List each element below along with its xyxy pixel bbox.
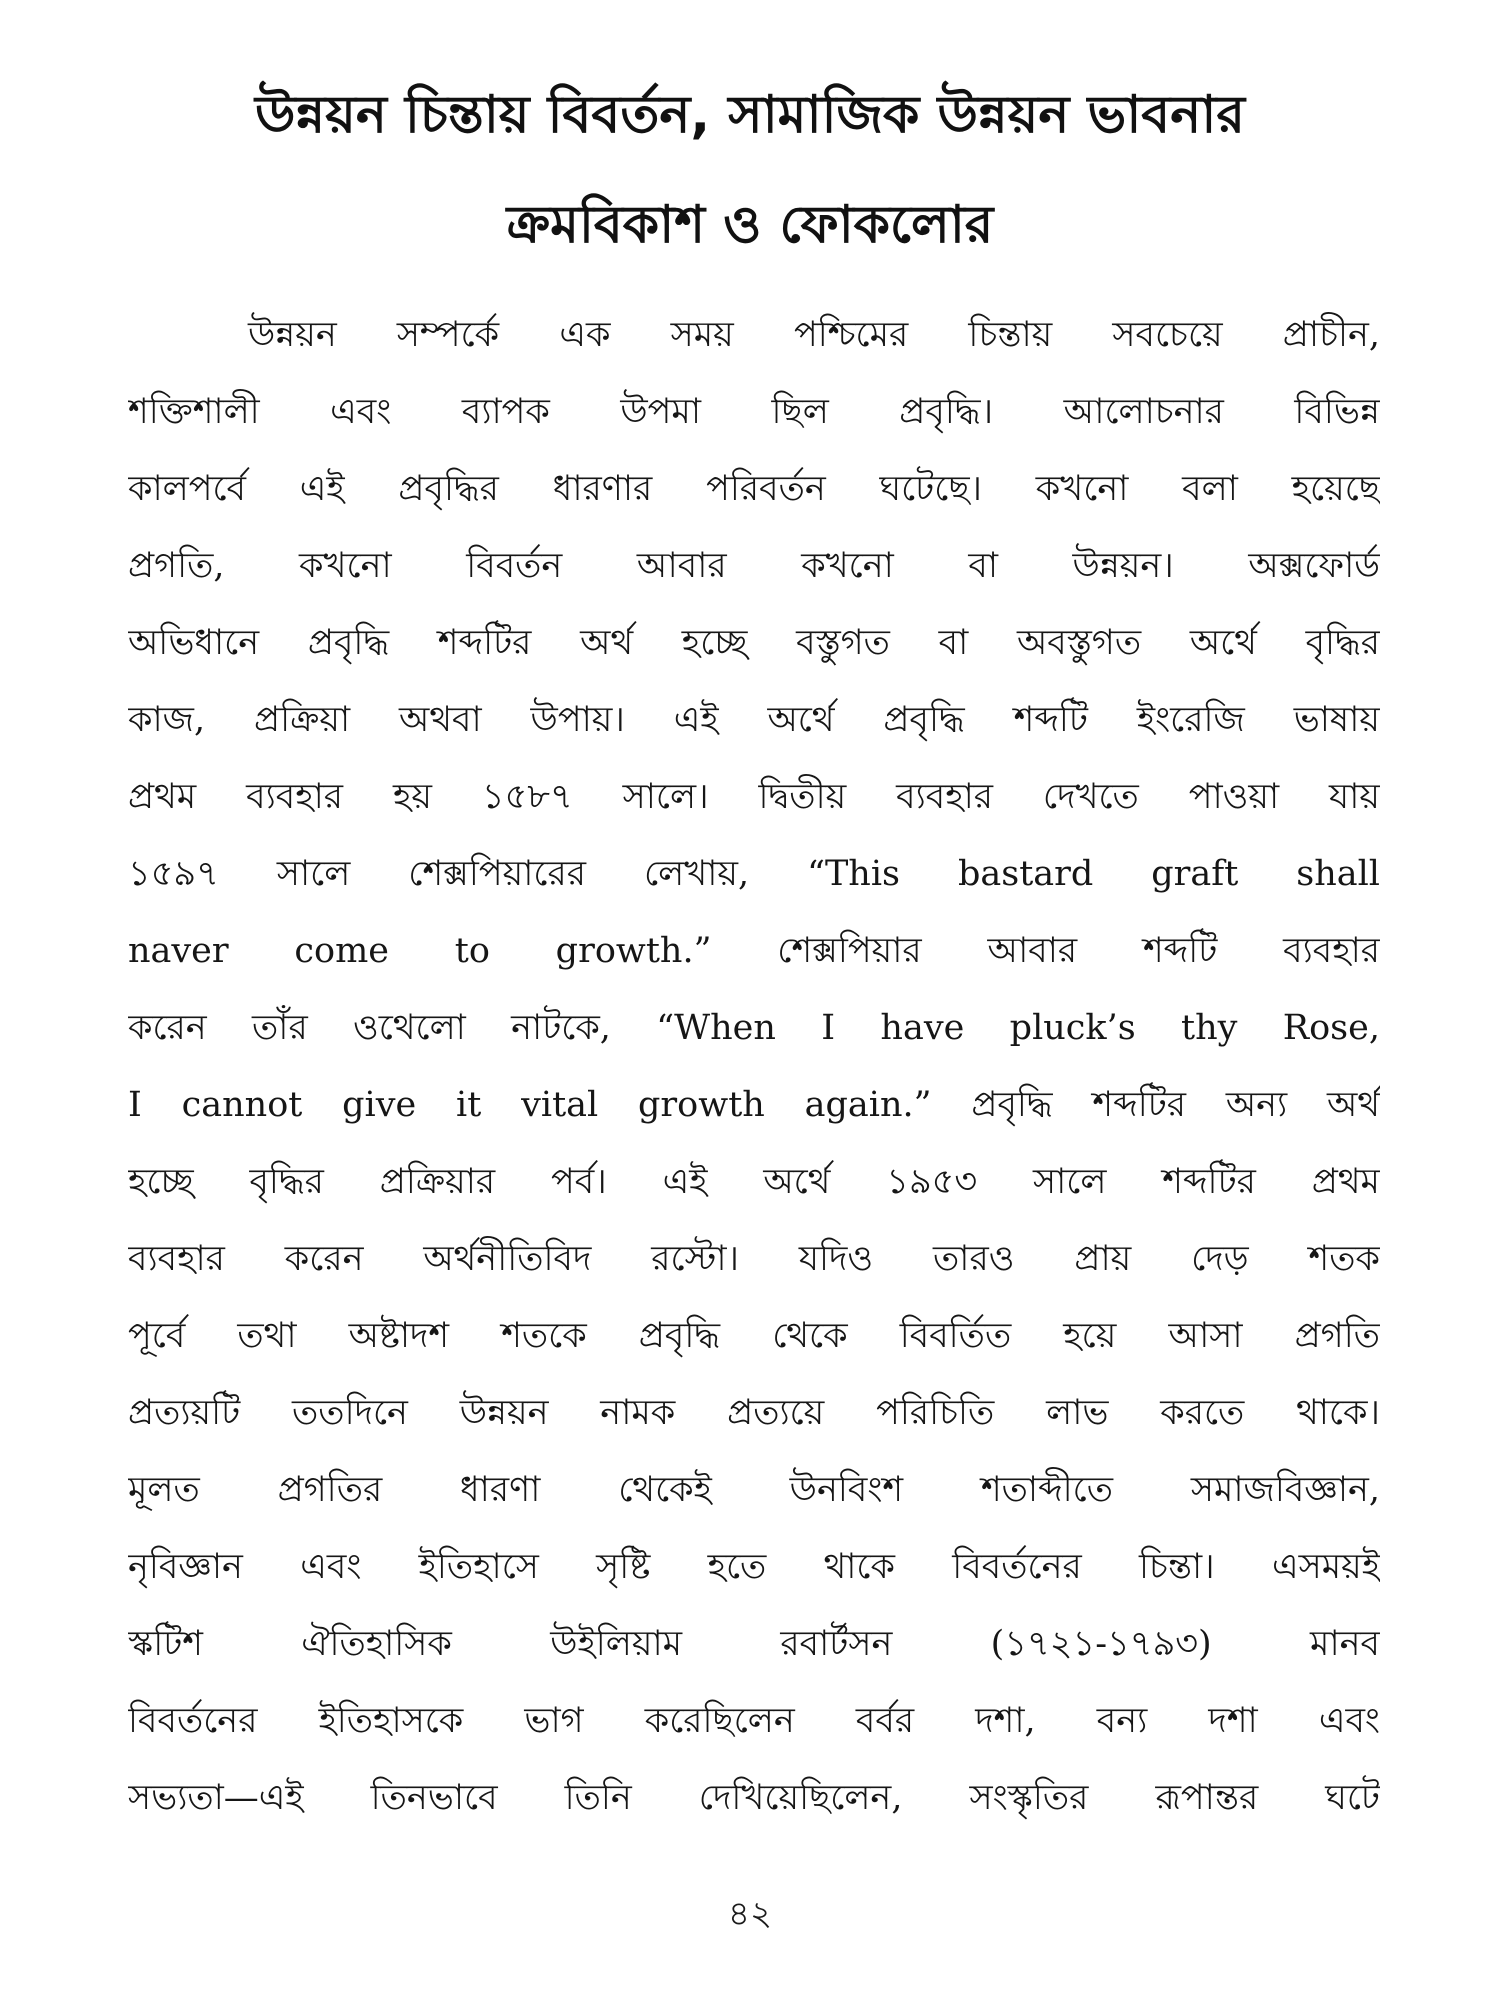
paragraph-line-text: অভিধানে প্রবৃদ্ধি শব্দটির অর্থ হচ্ছে বস্তুগত বা অবস্তুগত অর্থে বৃদ্ধির xyxy=(128,623,1380,663)
paragraph-line-text: I cannot give it vital growth again.” প্রবৃদ্ধি শব্দটির অন্য অর্থ xyxy=(128,1085,1380,1125)
paragraph-line-text: পূর্বে তথা অষ্টাদশ শতকে প্রবৃদ্ধি থেকে বিবর্তিত হয়ে আসা প্রগতি xyxy=(128,1316,1380,1356)
paragraph-line xyxy=(128,605,1380,682)
paragraph-line xyxy=(128,990,1380,1067)
paragraph-line-text: করেন তাঁর ওথেলো নাটকে, “When I have pluck’s thy Rose, xyxy=(128,1008,1380,1048)
paragraph-line-text: কালপর্বে এই প্রবৃদ্ধির ধারণার পরিবর্তন ঘটেছে। কখনো বলা হয়েছে xyxy=(128,469,1380,509)
paragraph-line xyxy=(128,682,1380,759)
paragraph-line xyxy=(128,528,1380,605)
paragraph-line xyxy=(128,759,1380,836)
paragraph-line xyxy=(128,374,1380,451)
paragraph-line-text: নৃবিজ্ঞান এবং ইতিহাসে সৃষ্টি হতে থাকে বিবর্তনের চিন্তা। এসময়ই xyxy=(128,1547,1380,1587)
paragraph-line-text: ১৫৯৭ সালে শেক্সপিয়ারের লেখায়, “This bastard graft shall xyxy=(128,854,1380,894)
chapter-title xyxy=(120,60,1380,280)
paragraph-line-text: সভ্যতা—এই তিনভাবে তিনি দেখিয়েছিলেন, সংস্কৃতির রূপান্তর ঘটে xyxy=(128,1778,1380,1818)
page-number: ৪২ xyxy=(727,1894,773,1934)
paragraph-line-text: স্কটিশ ঐতিহাসিক উইলিয়াম রবার্টসন (১৭২১-১৭৯৩) মানব xyxy=(128,1624,1380,1664)
paragraph-line xyxy=(128,836,1380,913)
paragraph-line xyxy=(128,1683,1380,1760)
paragraph-line xyxy=(128,1529,1380,1606)
paragraph-line xyxy=(128,1144,1380,1221)
paragraph-line xyxy=(128,451,1380,528)
paragraph-line-text: উন্নয়ন সম্পর্কে এক সময় পশ্চিমের চিন্তায় সবচেয়ে প্রাচীন, xyxy=(248,315,1380,355)
paragraph-line-text: শক্তিশালী এবং ব্যাপক উপমা ছিল প্রবৃদ্ধি। আলোচনার বিভিন্ন xyxy=(128,392,1380,432)
paragraph-line xyxy=(128,1221,1380,1298)
paragraph-line-text: প্রথম ব্যবহার হয় ১৫৮৭ সালে। দ্বিতীয় ব্যবহার দেখতে পাওয়া যায় xyxy=(128,777,1380,817)
paragraph-line-text: ব্যবহার করেন অর্থনীতিবিদ রস্টো। যদিও তারও প্রায় দেড় শতক xyxy=(128,1239,1380,1279)
paragraph-line xyxy=(128,913,1380,990)
paragraph-line-text: কাজ, প্রক্রিয়া অথবা উপায়। এই অর্থে প্রবৃদ্ধি শব্দটি ইংরেজি ভাষায় xyxy=(128,700,1380,740)
chapter-title-line-1: উন্নয়ন চিন্তায় বিবর্তন, সামাজিক উন্নয়ন ভাবনার xyxy=(255,85,1245,145)
paragraph-line-text: প্রত্যয়টি ততদিনে উন্নয়ন নামক প্রত্যয়ে পরিচিতি লাভ করতে থাকে। xyxy=(128,1393,1380,1433)
paragraph-line xyxy=(128,1067,1380,1144)
paragraph-line-text: হচ্ছে বৃদ্ধির প্রক্রিয়ার পর্ব। এই অর্থে ১৯৫৩ সালে শব্দটির প্রথম xyxy=(128,1162,1380,1202)
paragraph-line xyxy=(128,1298,1380,1375)
paragraph-line xyxy=(128,297,1380,374)
paragraph-line-text: বিবর্তনের ইতিহাসকে ভাগ করেছিলেন বর্বর দশা, বন্য দশা এবং xyxy=(128,1701,1380,1741)
paragraph-line xyxy=(128,1760,1380,1837)
paragraph-line-text: মূলত প্রগতির ধারণা থেকেই উনবিংশ শতাব্দীতে সমাজবিজ্ঞান, xyxy=(128,1470,1380,1510)
body-paragraph xyxy=(128,297,1380,1837)
paragraph-line xyxy=(128,1606,1380,1683)
paragraph-line xyxy=(128,1375,1380,1452)
paragraph-line-text: naver come to growth.” শেক্সপিয়ার আবার শব্দটি ব্যবহার xyxy=(128,931,1380,971)
paragraph-line xyxy=(128,1452,1380,1529)
paragraph-line-text: প্রগতি, কখনো বিবর্তন আবার কখনো বা উন্নয়ন। অক্সফোর্ড xyxy=(128,546,1380,586)
chapter-title-line-2: ক্রমবিকাশ ও ফোকলোর xyxy=(506,195,994,255)
